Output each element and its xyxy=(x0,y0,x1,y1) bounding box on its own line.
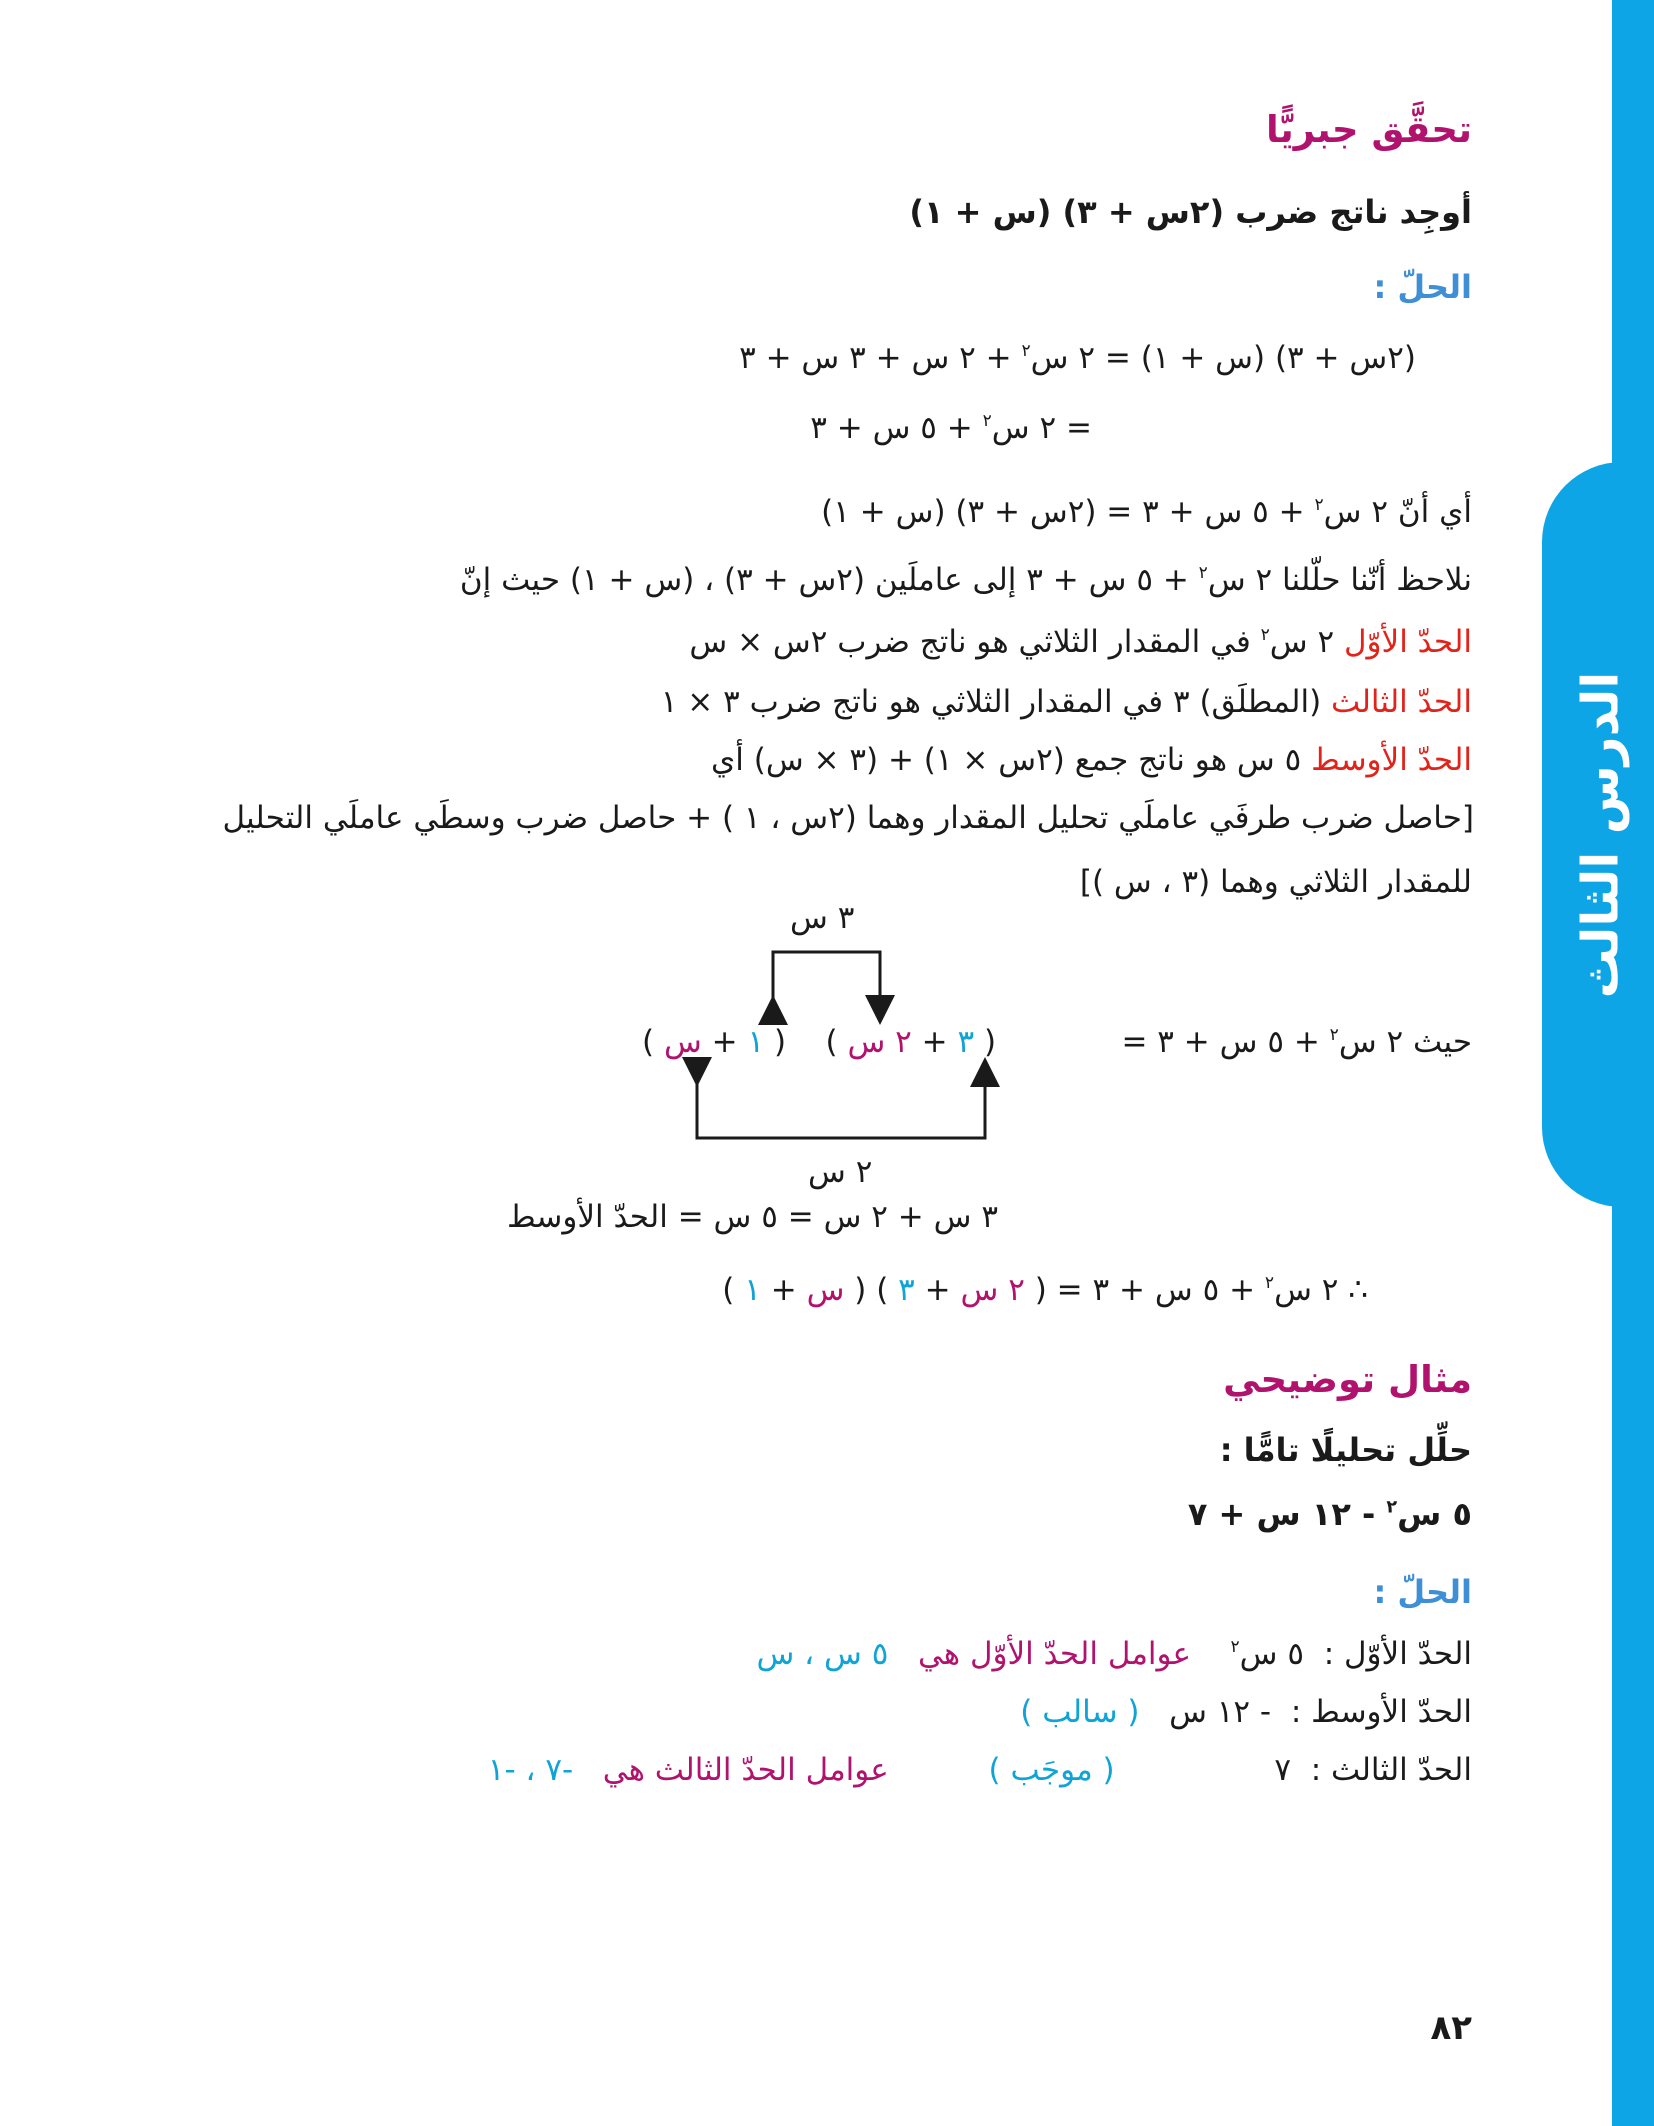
bracket-line-1: [حاصل ضرب طرفَي عاملَي تحليل المقدار وهما (٢س ، ١ ) + حاصل ضرب وسطَي عاملَي التحليل xyxy=(222,800,1474,836)
section1-question: أوجِد ناتج ضرب (٢س + ٣) (س + ١) xyxy=(909,193,1472,231)
expansion-line-1: (٢س + ٣) (س + ١) = ٢ س$^٢$ + ٢ س + ٣ س + ٣ xyxy=(739,340,1416,376)
expansion-line-2: = ٢ س$^٢$ + ٥ س + ٣ xyxy=(810,410,1092,446)
page-number: ٨٢ xyxy=(1430,2008,1472,2048)
section2-heading: مثال توضيحي xyxy=(1223,1358,1472,1401)
factor1: ( ٣ + ٢ س ) xyxy=(825,1024,997,1060)
section1-solution-label: الحلّ : xyxy=(1373,268,1472,306)
section2-instruction: حلِّل تحليلًا تامًّا : xyxy=(1219,1431,1472,1469)
s2-third-factors-label: عوامل الحدّ الثالث هي xyxy=(602,1752,889,1788)
note-line: نلاحظ أنّنا حلّلنا ٢ س$^٢$ + ٥ س + ٣ إلى عاملَين (٢س + ٣) ، (س + ١) حيث إنّ xyxy=(459,562,1472,598)
sum-line: ٣ س + ٢ س = ٥ س = الحدّ الأوسط xyxy=(507,1199,998,1235)
conclusion-line: أي أنّ ٢ س$^٢$ + ٥ س + ٣ = (٢س + ٣) (س + ١) xyxy=(821,494,1472,530)
s2-first-term-label: الحدّ الأوّل : xyxy=(1323,1636,1472,1672)
therefore-line: ∴ ٢ س$^٢$ + ٥ س + ٣ = ( ٢ س + ٣ ) ( س + ١ ) xyxy=(722,1272,1368,1308)
s2-third-term-sign: ( موجَب ) xyxy=(988,1752,1115,1788)
diagram-factors xyxy=(642,1020,996,1064)
s2-first-term-line: الحدّ الأوّل : ٥ س$^٢$ عوامل الحدّ الأوّل هي ٥ س ، س xyxy=(756,1636,1472,1672)
bottom-product: ٢ س xyxy=(808,1154,873,1190)
middle-term-label: الحدّ الأوسط xyxy=(1311,742,1472,778)
factor2: ( ١ + س ) xyxy=(642,1024,787,1060)
s2-third-term-line xyxy=(488,1748,1472,1792)
third-term-label: الحدّ الثالث xyxy=(1331,684,1472,720)
third-term-text: (المطلَق) ٣ في المقدار الثلاثي هو ناتج ضرب ٣ × ١ xyxy=(660,684,1322,720)
s2-third-term-label: الحدّ الثالث : xyxy=(1310,1752,1472,1788)
diagram-lhs: حيث ٢ س$^٢$ + ٥ س + ٣ = xyxy=(1121,1024,1472,1060)
first-term-label: الحدّ الأوّل xyxy=(1344,624,1472,660)
s2-third-term-value: ٧ xyxy=(1274,1752,1292,1788)
s2-middle-term-sign: ( سالب ) xyxy=(1020,1694,1140,1730)
s2-third-factors: -٧ ، -١ xyxy=(487,1752,574,1788)
lesson-side-tab-label: الدرس الثالث xyxy=(1570,671,1629,999)
section2-expression: ٥ س$^٢$ - ١٢ س + ٧ xyxy=(1187,1495,1472,1533)
first-term-line: الحدّ الأوّل ٢ س$^٢$ في المقدار الثلاثي هو ناتج ضرب ٢س × س xyxy=(689,624,1472,660)
top-product: ٣ س xyxy=(790,900,855,936)
s2-middle-term-value: - ١٢ س xyxy=(1169,1694,1272,1730)
middle-term-text: ٥ س هو ناتج جمع (٢س × ١) + (٣ × س) أي xyxy=(711,742,1302,778)
bottom-arrow xyxy=(697,1072,985,1138)
section1-heading: تحقَّق جبريًّا xyxy=(1266,108,1472,151)
s2-first-factors: ٥ س ، س xyxy=(756,1636,889,1672)
s2-first-factors-label: عوامل الحدّ الأوّل هي xyxy=(917,1636,1192,1672)
section2-solution-label: الحلّ : xyxy=(1373,1573,1472,1611)
bracket-line-2: للمقدار الثلاثي وهما (٣ ، س )] xyxy=(1079,864,1472,900)
s2-middle-term-label: الحدّ الأوسط : xyxy=(1290,1694,1472,1730)
s2-middle-term-line xyxy=(1020,1690,1472,1734)
top-arrow xyxy=(773,952,880,1010)
